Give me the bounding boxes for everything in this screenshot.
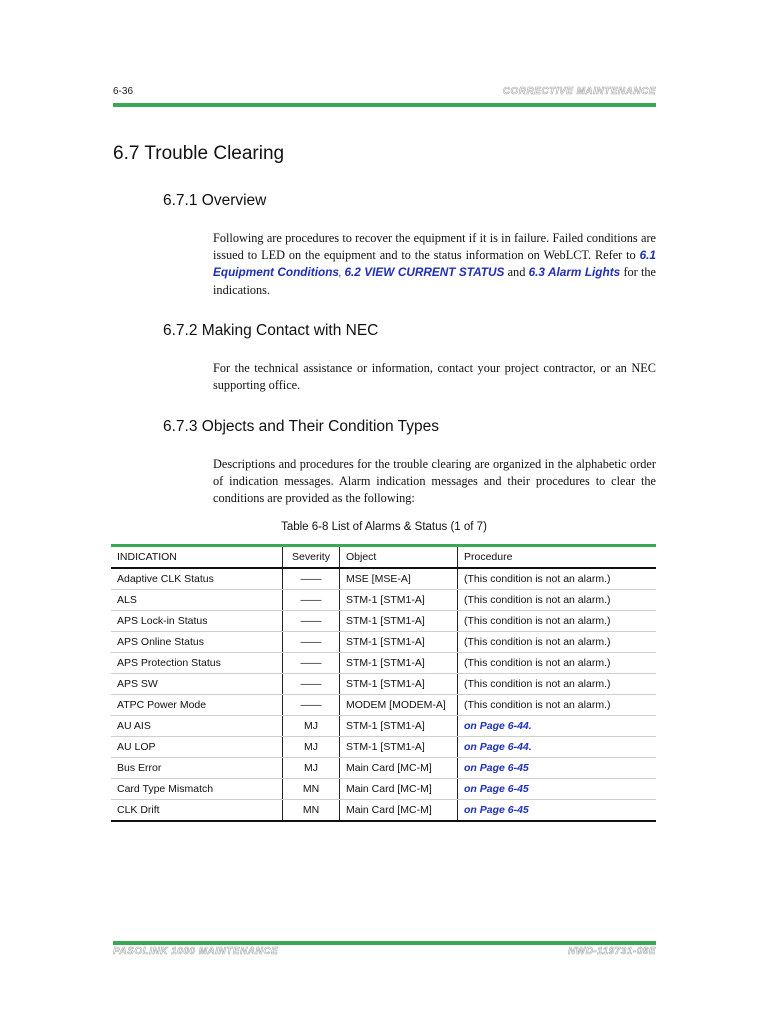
section-title: 6.7 Trouble Clearing — [113, 143, 285, 164]
table-row — [111, 779, 656, 800]
header-procedure: Procedure — [458, 546, 657, 569]
cell-object: STM-1 [STM1-A] — [340, 632, 458, 653]
cell-indication: Adaptive CLK Status — [111, 568, 283, 590]
procedure-page-link[interactable]: on Page 6-44. — [458, 737, 657, 758]
cell-object: Main Card [MC-M] — [340, 779, 458, 800]
cell-procedure: (This condition is not an alarm.) — [458, 611, 657, 632]
link-view-current-status[interactable]: 6.2 VIEW CURRENT STATUS — [344, 265, 505, 279]
link-equipment-conditions[interactable]: 6.1 Equipment Conditions — [213, 248, 656, 279]
table-row — [111, 695, 656, 716]
cell-severity: MN — [283, 800, 340, 822]
cell-procedure: (This condition is not an alarm.) — [458, 590, 657, 611]
cell-severity: —— — [283, 590, 340, 611]
procedure-page-link[interactable]: on Page 6-45 — [458, 758, 657, 779]
objects-heading: 6.7.3 Objects and Their Condition Types — [163, 418, 440, 435]
header-severity: Severity — [283, 546, 340, 569]
table-row — [111, 568, 656, 590]
table-caption: Table 6-8 List of Alarms & Status (1 of 7) — [281, 521, 487, 533]
cell-indication: APS Lock-in Status — [111, 611, 283, 632]
header-rule — [113, 103, 656, 107]
header-object: Object — [340, 546, 458, 569]
cell-indication: CLK Drift — [111, 800, 283, 822]
table-row — [111, 632, 656, 653]
cell-object: Main Card [MC-M] — [340, 800, 458, 822]
cell-object: STM-1 [STM1-A] — [340, 590, 458, 611]
cell-object: MSE [MSE-A] — [340, 568, 458, 590]
cell-severity: —— — [283, 611, 340, 632]
contact-heading: 6.7.2 Making Contact with NEC — [163, 322, 379, 339]
procedure-page-link[interactable]: on Page 6-45 — [458, 800, 657, 822]
overview-heading: 6.7.1 Overview — [163, 192, 267, 209]
cell-object: STM-1 [STM1-A] — [340, 653, 458, 674]
procedure-page-link[interactable]: on Page 6-44. — [458, 716, 657, 737]
overview-text-after: for the indications. — [213, 265, 657, 297]
cell-object: STM-1 [STM1-A] — [340, 737, 458, 758]
cell-severity: MJ — [283, 737, 340, 758]
cell-severity: —— — [283, 653, 340, 674]
overview-text-before: Following are procedures to recover the equipment if it is in failure. Failed conditions are issued to LED on the equipment and to the status information on WebLCT. Refer to — [213, 231, 656, 262]
cell-procedure: (This condition is not an alarm.) — [458, 695, 657, 716]
procedure-page-link[interactable]: on Page 6-45 — [458, 779, 657, 800]
overview-paragraph — [213, 230, 656, 299]
table-header-row — [111, 546, 656, 569]
cell-object: STM-1 [STM1-A] — [340, 674, 458, 695]
table-row — [111, 758, 656, 779]
link-alarm-lights[interactable]: 6.3 Alarm Lights — [528, 265, 621, 279]
alarms-table — [111, 544, 656, 822]
cell-object: STM-1 [STM1-A] — [340, 611, 458, 632]
table-row — [111, 800, 656, 822]
table-row — [111, 590, 656, 611]
cell-object: STM-1 [STM1-A] — [340, 716, 458, 737]
footer-rule — [113, 941, 656, 945]
cell-procedure: (This condition is not an alarm.) — [458, 674, 657, 695]
table-row — [111, 674, 656, 695]
cell-procedure: (This condition is not an alarm.) — [458, 568, 657, 590]
cell-indication: AU LOP — [111, 737, 283, 758]
overview-and: and — [504, 265, 529, 279]
cell-indication: Card Type Mismatch — [111, 779, 283, 800]
cell-indication: APS SW — [111, 674, 283, 695]
objects-paragraph: Descriptions and procedures for the trouble clearing are organized in the alphabetic order of indication messages. Alarm indication messages and their procedures to clear the conditions are provided as the following: — [213, 457, 656, 505]
header-indication: INDICATION — [111, 546, 283, 569]
cell-indication: AU AIS — [111, 716, 283, 737]
cell-indication: APS Protection Status — [111, 653, 283, 674]
cell-indication: Bus Error — [111, 758, 283, 779]
cell-indication: APS Online Status — [111, 632, 283, 653]
footer-doc-number: NWD-119731-06E — [568, 946, 656, 957]
link-separator: , — [338, 269, 342, 278]
running-title: CORRECTIVE MAINTENANCE — [502, 86, 656, 97]
cell-indication: ALS — [111, 590, 283, 611]
cell-severity: MJ — [283, 716, 340, 737]
cell-procedure: (This condition is not an alarm.) — [458, 653, 657, 674]
table-row — [111, 716, 656, 737]
contact-paragraph: For the technical assistance or information, contact your project contractor, or an NEC supporting office. — [213, 361, 656, 392]
cell-severity: —— — [283, 568, 340, 590]
footer-title: PASOLINK 1000 MAINTENANCE — [113, 946, 279, 957]
cell-object: MODEM [MODEM-A] — [340, 695, 458, 716]
cell-indication: ATPC Power Mode — [111, 695, 283, 716]
cell-severity: —— — [283, 674, 340, 695]
cell-severity: MN — [283, 779, 340, 800]
table-row — [111, 737, 656, 758]
table-row — [111, 611, 656, 632]
table-row — [111, 653, 656, 674]
cell-severity: —— — [283, 632, 340, 653]
cell-severity: —— — [283, 695, 340, 716]
cell-procedure: (This condition is not an alarm.) — [458, 632, 657, 653]
page-number: 6-36 — [113, 86, 134, 97]
cell-severity: MJ — [283, 758, 340, 779]
cell-object: Main Card [MC-M] — [340, 758, 458, 779]
